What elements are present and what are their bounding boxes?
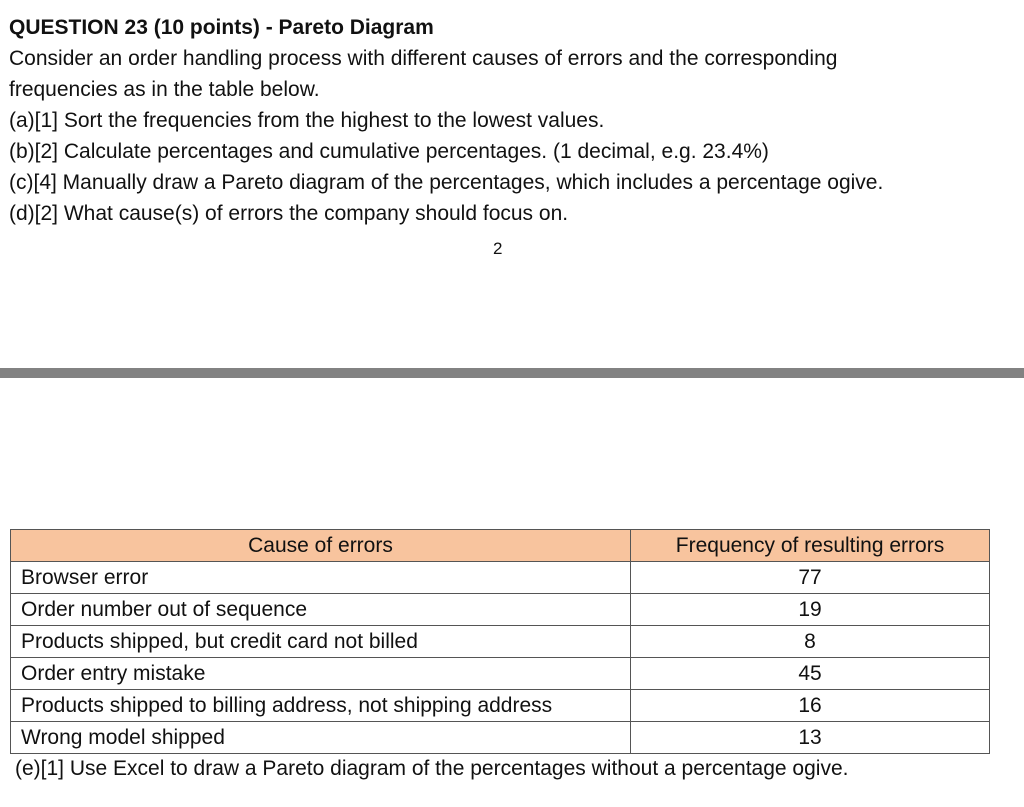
header-frequency: Frequency of resulting errors [631,530,990,562]
question-part-c: (c)[4] Manually draw a Pareto diagram of the percentages, which includes a percentage ogive. [9,171,884,194]
cause-cell: Products shipped to billing address, not shipping address [11,690,631,722]
question-title: QUESTION 23 (10 points) - Pareto Diagram [9,16,434,39]
question-part-b: (b)[2] Calculate percentages and cumulative percentages. (1 decimal, e.g. 23.4%) [9,140,769,163]
frequency-cell: 13 [631,722,990,754]
cause-cell: Browser error [11,562,631,594]
question-part-d: (d)[2] What cause(s) of errors the company should focus on. [9,202,569,225]
table-row [11,690,990,722]
frequency-cell: 77 [631,562,990,594]
question-block [9,12,1009,229]
page-number: 2 [493,239,503,258]
header-cause-of-errors: Cause of errors [11,530,631,562]
table-row [11,626,990,658]
cause-cell: Wrong model shipped [11,722,631,754]
frequency-cell: 45 [631,658,990,690]
table-row [11,722,990,754]
table-row [11,594,990,626]
page-divider [0,368,1024,378]
table-row [11,658,990,690]
cause-cell: Order entry mistake [11,658,631,690]
table-header-row [11,530,990,562]
table-row [11,562,990,594]
cause-cell: Order number out of sequence [11,594,631,626]
question-intro-line-1: Consider an order handling process with different causes of errors and the corresponding [9,47,838,70]
frequency-cell: 8 [631,626,990,658]
cause-cell: Products shipped, but credit card not billed [11,626,631,658]
frequency-cell: 16 [631,690,990,722]
frequency-cell: 19 [631,594,990,626]
question-part-e: (e)[1] Use Excel to draw a Pareto diagram of the percentages without a percentage ogive. [15,757,849,780]
question-intro-line-2: frequencies as in the table below. [9,78,320,101]
question-part-a: (a)[1] Sort the frequencies from the highest to the lowest values. [9,109,605,132]
error-causes-table [10,529,990,754]
